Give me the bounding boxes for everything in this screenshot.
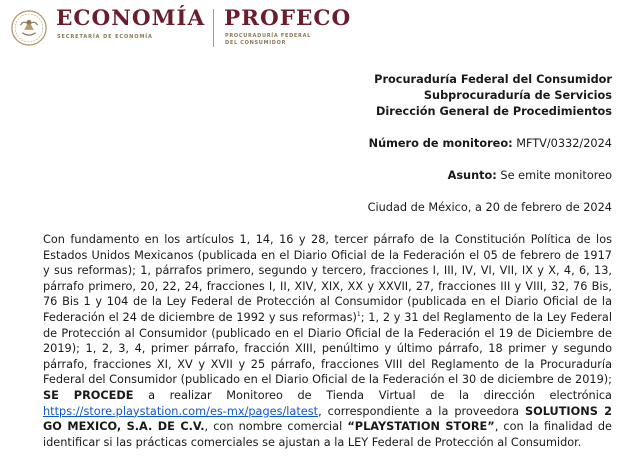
logo-divider	[213, 9, 214, 47]
profeco-subtitle	[225, 33, 311, 46]
body-text-2: ; 1, 2 y 31 del Reglamento de la Ley Federal de Protección al Consumidor (publicado en el Diario Oficial de la Federación el 19 de Diciembre de 2019); 1, 2, 3, 4, primer párrafo, fracción XIII, penúltimo y último párrafo, 18 primer y segundo párrafo, fracciones XI, XV y XVII y 25 párrafo, fracciones VIII del Reglamento de la Procuraduría Federal del Consumidor (publicado en el Diario Oficial de la Federación el 30 de diciembre de 2019);	[43, 310, 612, 387]
letterhead	[0, 0, 640, 52]
secretaria-logo-text: ECONOMÍA	[56, 6, 206, 31]
profeco-subtitle-line1: PROCURADURÍA FEDERAL	[225, 33, 312, 39]
monitoring-number-value: MFTV/0332/2024	[516, 137, 612, 150]
subject-line	[448, 168, 612, 184]
subject-value: Se emite monitoreo	[500, 169, 612, 182]
coat-of-arms-icon	[10, 9, 48, 47]
body-text-5: , con nombre comercial	[204, 420, 348, 434]
footnote-marker[interactable]: 1	[356, 311, 361, 319]
provider-name: SOLUTIONS 2 GO MEXICO, S.A. DE C.V.	[43, 404, 612, 434]
subject-label: Asunto:	[447, 169, 497, 182]
addressee-block	[374, 72, 612, 120]
body-text-7: .	[577, 435, 582, 449]
place-date: Ciudad de México, a 20 de febrero de 2024	[367, 201, 612, 214]
profeco-subtitle-line2: DEL CONSUMIDOR	[225, 39, 287, 46]
law-name: LEY Federal de Protección al Consumidor	[347, 435, 578, 449]
store-url-link[interactable]: https://store.playstation.com/es-mx/pages/latest	[43, 404, 319, 418]
body-text-6: , con la finalidad de identificar si las prácticas comerciales se ajustan a la	[43, 420, 613, 449]
se-procede-text: SE PROCEDE	[43, 388, 134, 402]
body-text-1: Con fundamento en los artículos 1, 14, 16 y 28, tercer párrafo de la Constitución Política de los Estados Unidos Mexicanos (publicada en el Diario Oficial de la Federación el 05 de febrero de 1917 y sus reformas); 1, párrafos primero, segundo y tercero, fracciones I, III, IV, VI, VII, IX y X, 4, 6, 13, párrafo primero, 20, 22, 24, fracciones I, II, XIV, XIX, XX y XXVII, 27, fracciones III y VIII, 32, 76 Bis, 76 Bis 1 y 104 de la Ley Federal de Protección al Consumidor (publicada en el Diario Oficial de la Federación el 24 de diciembre de 1992 y sus reformas)	[43, 233, 612, 324]
monitoring-number-label: Número de monitoreo:	[368, 137, 513, 150]
secretaria-subtitle: SECRETARÍA DE ECONOMÍA	[57, 34, 153, 40]
addressee-line3: Dirección General de Procedimientos	[376, 105, 612, 118]
addressee-line1: Procuraduría Federal del Consumidor	[374, 73, 612, 86]
profeco-logo-text: PROFECO	[224, 6, 352, 31]
body-text-4: , correspondiente a la proveedora	[318, 404, 526, 418]
addressee-line2: Subprocuraduría de Servicios	[423, 89, 612, 102]
monitoring-number	[369, 136, 612, 152]
body-text-3: a realizar Monitoreo de Tienda Virtual de la dirección electrónica	[133, 388, 612, 402]
trade-name: “PLAYSTATION STORE”	[347, 420, 495, 434]
body-paragraph	[43, 232, 612, 450]
